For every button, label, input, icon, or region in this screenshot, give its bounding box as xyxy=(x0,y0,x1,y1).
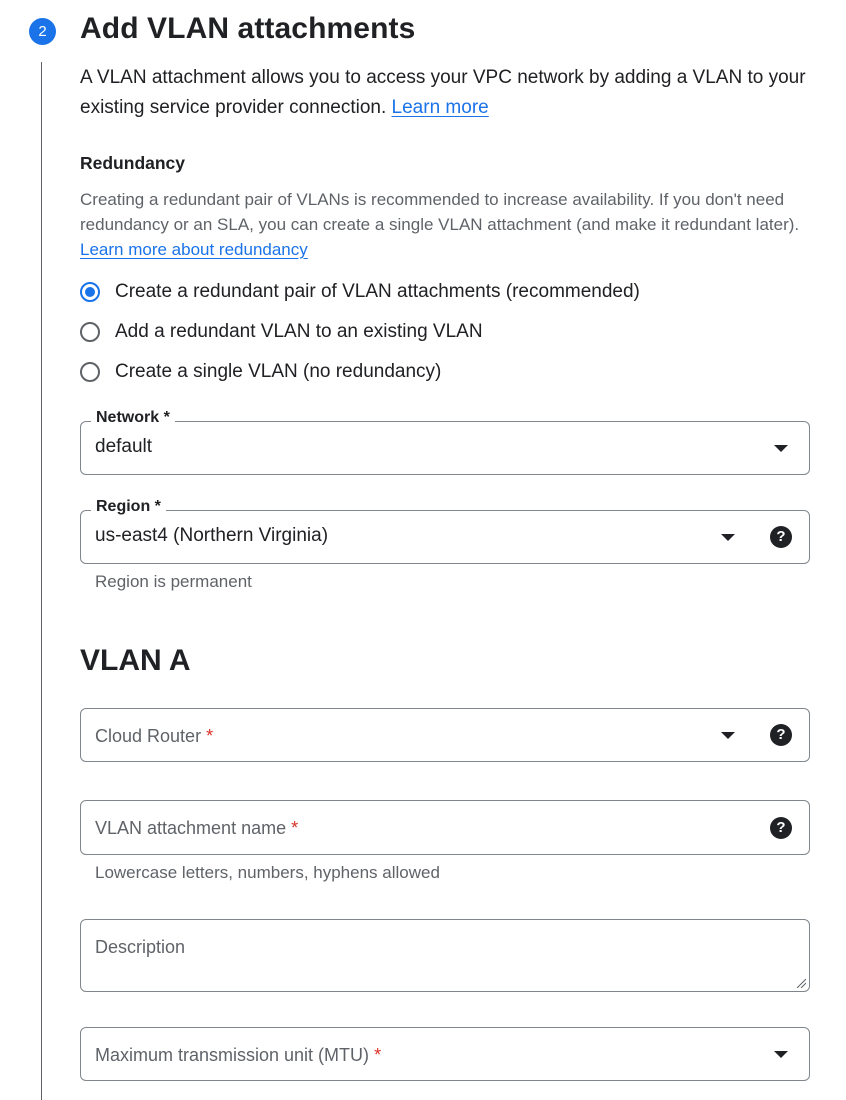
cloud-router-placeholder xyxy=(95,726,213,747)
radio-button-checked[interactable] xyxy=(80,282,100,302)
network-label: Network * xyxy=(91,409,175,427)
description-placeholder: Description xyxy=(95,937,186,957)
vlan-attachment-name-hint: Lowercase letters, numbers, hyphens allowed xyxy=(95,863,440,882)
learn-more-redundancy-link[interactable]: Learn more about redundancy xyxy=(80,240,308,259)
region-select[interactable] xyxy=(80,498,810,564)
region-value: us-east4 (Northern Virginia) xyxy=(95,525,329,546)
redundancy-heading: Redundancy xyxy=(80,153,186,173)
vlan-attachment-name-label: VLAN attachment name xyxy=(95,818,287,838)
description-textarea[interactable] xyxy=(80,919,810,992)
cloud-router-select[interactable] xyxy=(80,708,810,762)
region-hint: Region is permanent xyxy=(95,572,252,591)
intro-text: A VLAN attachment allows you to access your VPC network by adding a VLAN to your existing service provider connection. xyxy=(80,67,806,118)
redundancy-description: Creating a redundant pair of VLANs is recommended to increase availability. If you don't need redundancy or an SLA, you can create a single VLAN attachment (and make it redundant later). xyxy=(80,190,800,234)
resize-handle-icon[interactable] xyxy=(796,978,806,988)
caret-down-icon[interactable] xyxy=(721,534,735,541)
required-mark: * xyxy=(291,818,299,838)
caret-down-icon[interactable] xyxy=(774,1051,788,1058)
region-label: Region * xyxy=(91,498,166,516)
step-rail-divider xyxy=(41,62,42,1100)
network-select[interactable] xyxy=(80,409,810,475)
vlan-attachment-name-placeholder xyxy=(95,818,298,839)
radio-button[interactable] xyxy=(80,362,100,382)
help-icon[interactable]: ? xyxy=(770,724,792,746)
redundancy-description-block xyxy=(80,187,815,262)
radio-label: Create a single VLAN (no redundancy) xyxy=(115,361,442,382)
required-mark: * xyxy=(374,1045,382,1065)
vlan-a-title: VLAN A xyxy=(80,644,191,677)
network-value: default xyxy=(95,436,153,457)
learn-more-link[interactable]: Learn more xyxy=(391,97,489,118)
radio-option-add-to-existing[interactable] xyxy=(80,319,483,345)
help-icon[interactable]: ? xyxy=(770,817,792,839)
intro-text-block xyxy=(80,63,810,123)
caret-down-icon[interactable] xyxy=(774,445,788,452)
mtu-select[interactable] xyxy=(80,1027,810,1081)
mtu-placeholder xyxy=(95,1045,381,1066)
caret-down-icon[interactable] xyxy=(721,732,735,739)
radio-option-redundant-pair[interactable] xyxy=(80,279,640,305)
required-mark: * xyxy=(206,726,214,746)
radio-label: Add a redundant VLAN to an existing VLAN xyxy=(115,321,483,342)
mtu-label: Maximum transmission unit (MTU) xyxy=(95,1045,370,1065)
step-title: Add VLAN attachments xyxy=(80,12,416,45)
radio-label: Create a redundant pair of VLAN attachments (recommended) xyxy=(115,281,640,302)
radio-option-single-vlan[interactable] xyxy=(80,359,441,385)
cloud-router-label: Cloud Router xyxy=(95,726,202,746)
radio-button[interactable] xyxy=(80,322,100,342)
step-number-badge: 2 xyxy=(29,18,56,45)
vlan-attachment-name-input[interactable] xyxy=(80,800,810,855)
help-icon[interactable]: ? xyxy=(770,526,792,548)
